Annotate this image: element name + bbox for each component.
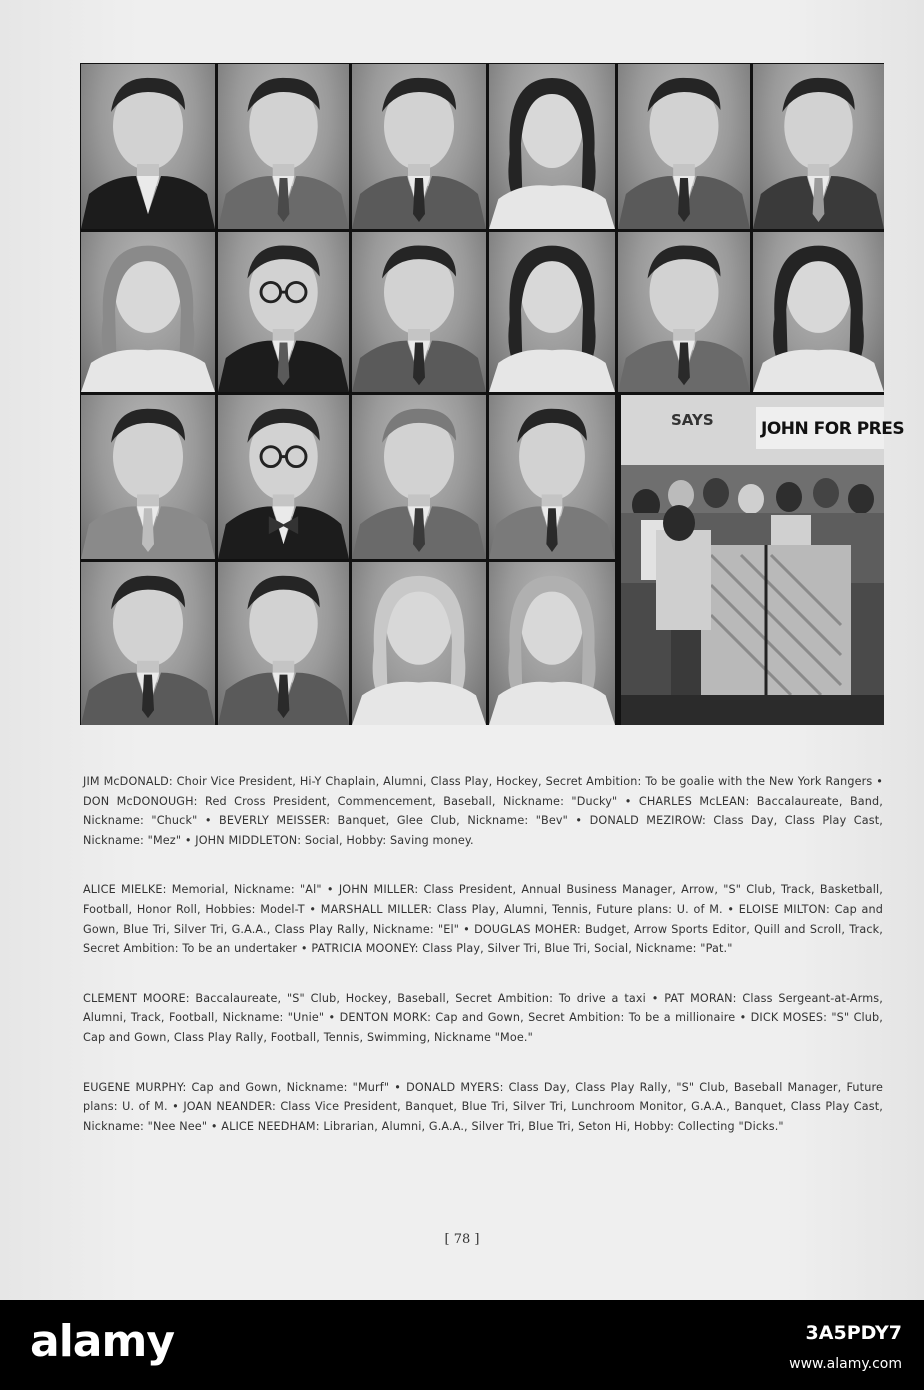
portrait-clement-moore [81, 395, 215, 559]
portrait-beverly-meisser [489, 64, 615, 229]
alamy-logo: alamy [30, 1316, 174, 1367]
portrait-pat-moran [218, 395, 349, 559]
portrait-charles-mclean [352, 64, 486, 229]
page-number: [ 78 ] [444, 1232, 480, 1247]
student-bios [83, 772, 883, 1166]
bio-paragraph: CLEMENT MOORE: Baccalaureate, "S" Club, Hockey, Baseball, Secret Ambition: To drive a taxi • PAT MORAN: Class Sergeant-at-Arms, Alumni, Track, Football, Nickname: "Unie" • DENTON MORK: Cap and Gown, Secret Ambition: To be a millionaire • DICK MOSES: "S" Club, Cap and Gown, Class Play Rally, Football, Tennis, Swimming, Nickname "Moe." [83, 991, 883, 1044]
portrait-don-mcdonough [218, 64, 349, 229]
image-id: 3A5PDY7 [805, 1322, 902, 1344]
portrait-alice-needham [489, 562, 615, 725]
bio-paragraph: ALICE MIELKE: Memorial, Nickname: "Al" • JOHN MILLER: Class President, Annual Business Manager, Arrow, "S" Club, Track, Basketball, Football, Honor Roll, Hobbies: Model-T • MARSHALL MILLER: Class Play, Alumni, Tennis, Future plans: U. of M. • ELOISE MILTON: Cap and Gown, Blue Tri, Silver Tri, G.A.A., Class Play Rally, Nickname: "El" • DOUGLAS MOHER: Budget, Arrow Sports Editor, Quill and Scroll, Track, Secret Ambition: To be an undertaker • PATRICIA MOONEY: Class Play, Silver Tri, Blue Tri, Social, Nickname: "Pat." [83, 883, 883, 956]
portrait-dick-moses [489, 395, 615, 559]
bio-paragraph: EUGENE MURPHY: Cap and Gown, Nickname: "Murf" • DONALD MYERS: Class Day, Class Play Rally, "S" Club, Baseball Manager, Future plans: U. of M. • JOAN NEANDER: Class Vice President, Banquet, Blue Tri, Silver Tri, Lunchroom Monitor, G.A.A., Banquet, Class Play Cast, Nickname: "Nee Nee" • ALICE NEEDHAM: Librarian, Alumni, G.A.A., Silver Tri, Blue Tri, Seton Hi, Hobby: Collecting "Dicks." [83, 1080, 883, 1133]
portrait-alice-mielke [81, 232, 215, 392]
poster-says-text: SAYS [671, 411, 714, 429]
portrait-joan-neander [352, 562, 486, 725]
portrait-douglas-moher [618, 232, 750, 392]
photo-grid [80, 63, 905, 725]
poster-banner-text: JOHN FOR PRES [761, 419, 905, 439]
portrait-eloise-milton [489, 232, 615, 392]
group-photo-campaign [621, 395, 905, 725]
portrait-marshall-miller [352, 232, 486, 392]
portrait-jim-mcdonald [81, 64, 215, 229]
site-url[interactable]: www.alamy.com [789, 1356, 902, 1372]
portrait-patricia-mooney [753, 232, 884, 392]
portrait-donald-myers [218, 562, 349, 725]
portrait-john-middleton [753, 64, 884, 229]
portrait-john-miller [218, 232, 349, 392]
portrait-eugene-murphy [81, 562, 215, 725]
bio-paragraph: JIM McDONALD: Choir Vice President, Hi-Y Chaplain, Alumni, Class Play, Hockey, Secret Ambition: To be goalie with the New York Rangers • DON McDONOUGH: Red Cross President, Commencement, Baseball, Nickname: "Ducky" • CHARLES McLEAN: Baccalaureate, Band, Nickname: "Chuck" • BEVERLY MEISSER: Banquet, Glee Club, Nickname: "Bev" • DONALD MEZIROW: Class Day, Class Play Cast, Nickname: "Mez" • JOHN MIDDLETON: Social, Hobby: Saving money. [83, 775, 883, 847]
portrait-donald-mezirow [618, 64, 750, 229]
portrait-denton-mork [352, 395, 486, 559]
